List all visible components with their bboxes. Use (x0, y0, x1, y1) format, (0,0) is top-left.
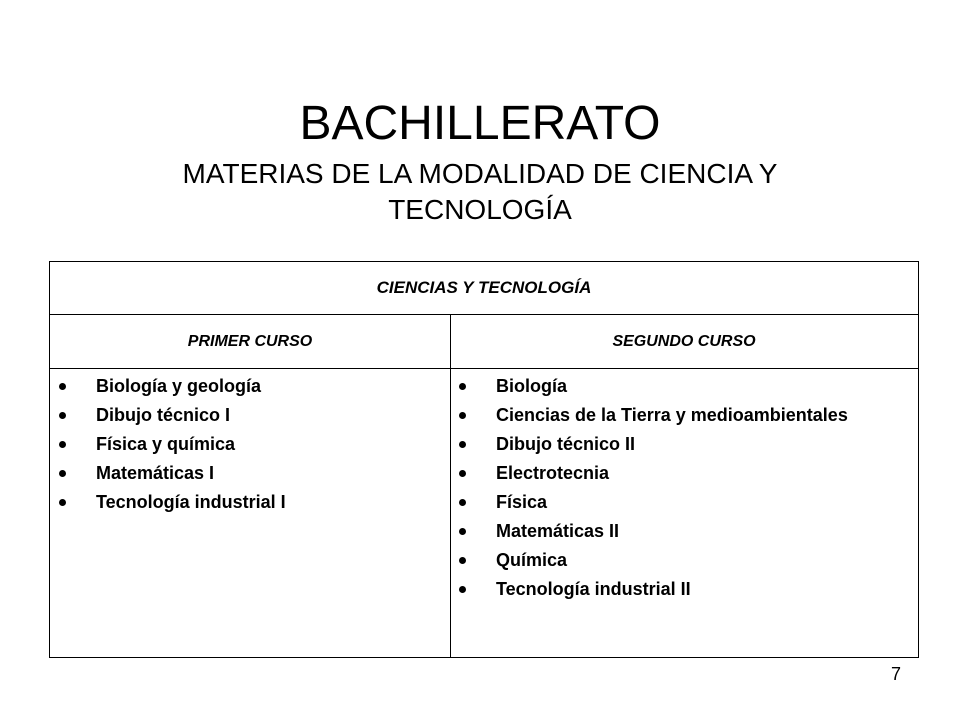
table-header: CIENCIAS Y TECNOLOGÍA (50, 262, 918, 315)
bullet-icon (59, 499, 66, 506)
bullet-icon (459, 499, 466, 506)
subject-label: Matemáticas II (496, 521, 620, 541)
subject-label: Tecnología industrial II (496, 579, 691, 599)
list-item (450, 575, 918, 604)
subject-label: Dibujo técnico I (96, 405, 231, 425)
bullet-icon (459, 586, 466, 593)
bullet-icon (59, 412, 66, 419)
second-course-heading: SEGUNDO CURSO (612, 332, 756, 350)
first-course-heading: PRIMER CURSO (187, 332, 313, 350)
subject-label: Física y química (96, 434, 236, 454)
bullet-icon (459, 528, 466, 535)
bullet-icon (59, 470, 66, 477)
page-number: 7 (890, 664, 901, 684)
subject-label: Dibujo técnico II (496, 434, 636, 454)
list-item (50, 401, 450, 430)
slide-subtitle: MATERIAS DE LA MODALIDAD DE CIENCIA Y TECNOLOGÍA (182, 158, 778, 225)
subject-label: Tecnología industrial I (96, 492, 286, 512)
bullet-icon (459, 383, 466, 390)
bullet-icon (459, 470, 466, 477)
bullet-icon (59, 441, 66, 448)
bullet-icon (459, 412, 466, 419)
list-item (450, 459, 918, 488)
subject-label: Matemáticas I (96, 463, 215, 483)
first-course-subjects-list (50, 372, 450, 517)
list-item (50, 430, 450, 459)
list-item (450, 401, 918, 430)
bullet-icon (59, 383, 66, 390)
list-item (450, 372, 918, 401)
list-item (450, 430, 918, 459)
list-item (450, 517, 918, 546)
bullet-icon (459, 441, 466, 448)
subject-label: Electrotecnia (496, 463, 610, 483)
slide-title: BACHILLERATO (299, 97, 661, 150)
subject-label: Ciencias de la Tierra y medioambientales (496, 405, 848, 425)
list-item (50, 372, 450, 401)
second-course-subjects-list (450, 372, 918, 604)
bullet-icon (459, 557, 466, 564)
subject-label: Física (496, 492, 548, 512)
list-item (450, 488, 918, 517)
list-item (50, 459, 450, 488)
list-item (50, 488, 450, 517)
curricula-table (49, 261, 919, 658)
course-headings-row (50, 315, 918, 369)
subject-label: Biología (496, 376, 567, 396)
subject-label: Química (496, 550, 568, 570)
subject-label: Biología y geología (96, 376, 262, 396)
list-item (450, 546, 918, 575)
